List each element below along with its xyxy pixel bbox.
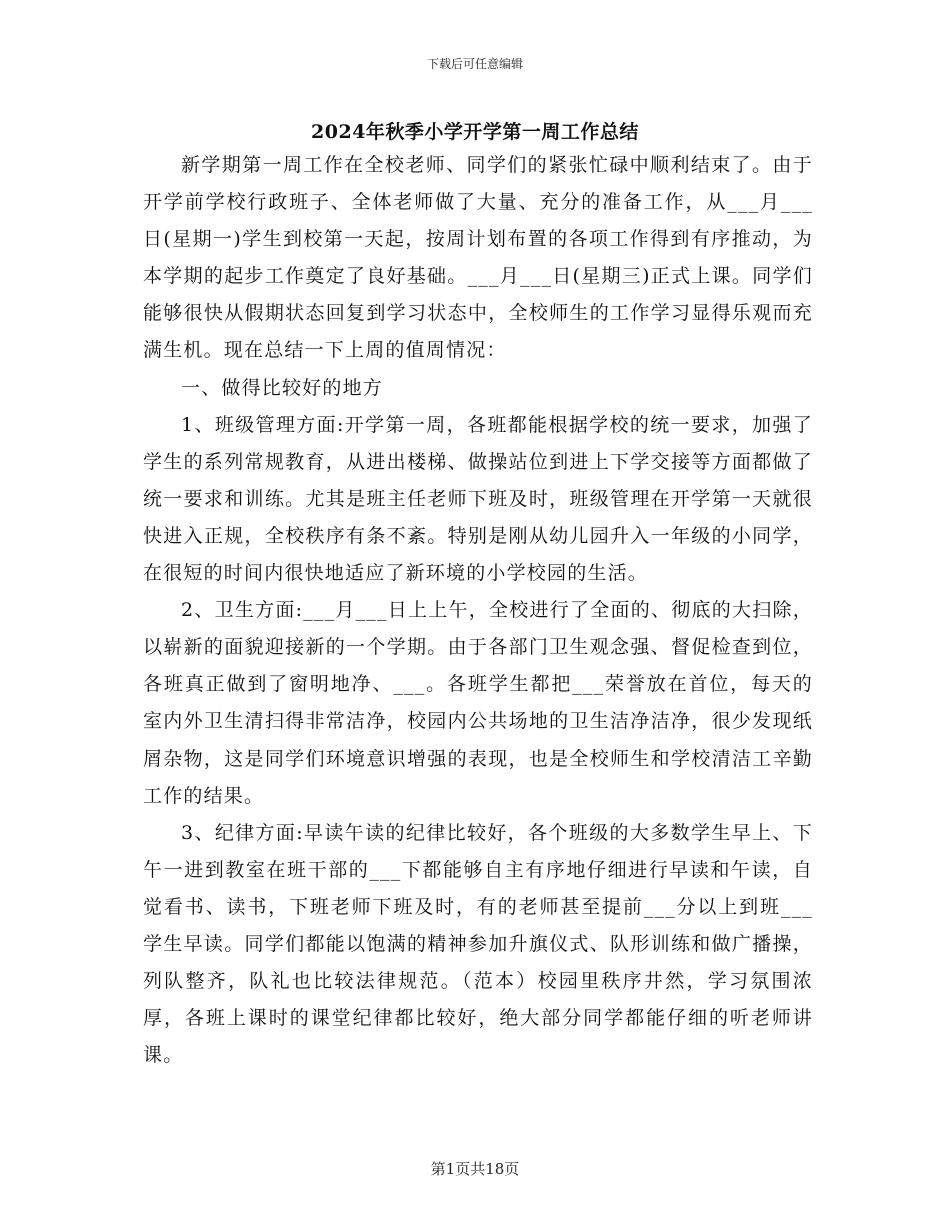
paragraph-hygiene: 2、卫生方面:___月___日上上午，全校进行了全面的、彻底的大扫除，以崭新的面貌迎接新的一个学期。由于各部门卫生观念强、督促检查到位，各班真正做到了窗明地净、___。各班学生都把___荣誉放在首位，每天的室内外卫生清扫得非常洁净，校园内公共场地的卫生洁净洁净，很少发现纸屑杂物，这是同学们环境意识增强的表现，也是全校师生和学校清洁工辛勤工作的结果。 [143, 599, 813, 807]
paragraph-class-management: 1、班级管理方面:开学第一周，各班都能根据学校的统一要求，加强了学生的系列常规教育，从进出楼梯、做操站位到进上下学交接等方面都做了统一要求和训练。尤其是班主任老师下班及时，班级管理在开学第一天就很快进入正规，全校秩序有条不紊。特别是刚从幼儿园升入一年级的小同学，在很短的时间内很快地适应了新环境的小学校园的生活。 [143, 413, 813, 585]
document-title: 2024年秋季小学开学第一周工作总结 [311, 121, 639, 143]
page-footer: 第1页共18页 [430, 1160, 520, 1178]
paragraph-discipline: 3、纪律方面:早读午读的纪律比较好，各个班级的大多数学生早上、下午一进到教室在班干部的___下都能够自主有序地仔细进行早读和午读，自觉看书、读书，下班老师下班及时，有的老师甚至提前___分以上到班___学生早读。同学们都能以饱满的精神参加升旗仪式、队形训练和做广播操，列队整齐，队礼也比较法律规范。（范本）校园里秩序井然，学习氛围浓厚，各班上课时的课堂纪律都比较好，绝大部分同学都能仔细的听老师讲课。 [143, 821, 813, 1067]
paragraph-intro: 新学期第一周工作在全校老师、同学们的紧张忙碌中顺利结束了。由于开学前学校行政班子、全体老师做了大量、充分的准备工作，从___月___日(星期一)学生到校第一天起，按周计划布置的各项工作得到有序推动，为本学期的起步工作奠定了良好基础。___月___日(星期三)正式上课。同学们能够很快从假期状态回复到学习状态中，全校师生的工作学习显得乐观而充满生机。现在总结一下上周的值周情况： [143, 154, 813, 362]
header-note: 下载后可任意编辑 [426, 57, 523, 71]
section-heading-strengths: 一、做得比较好的地方 [181, 376, 384, 399]
document-body [143, 147, 813, 1074]
